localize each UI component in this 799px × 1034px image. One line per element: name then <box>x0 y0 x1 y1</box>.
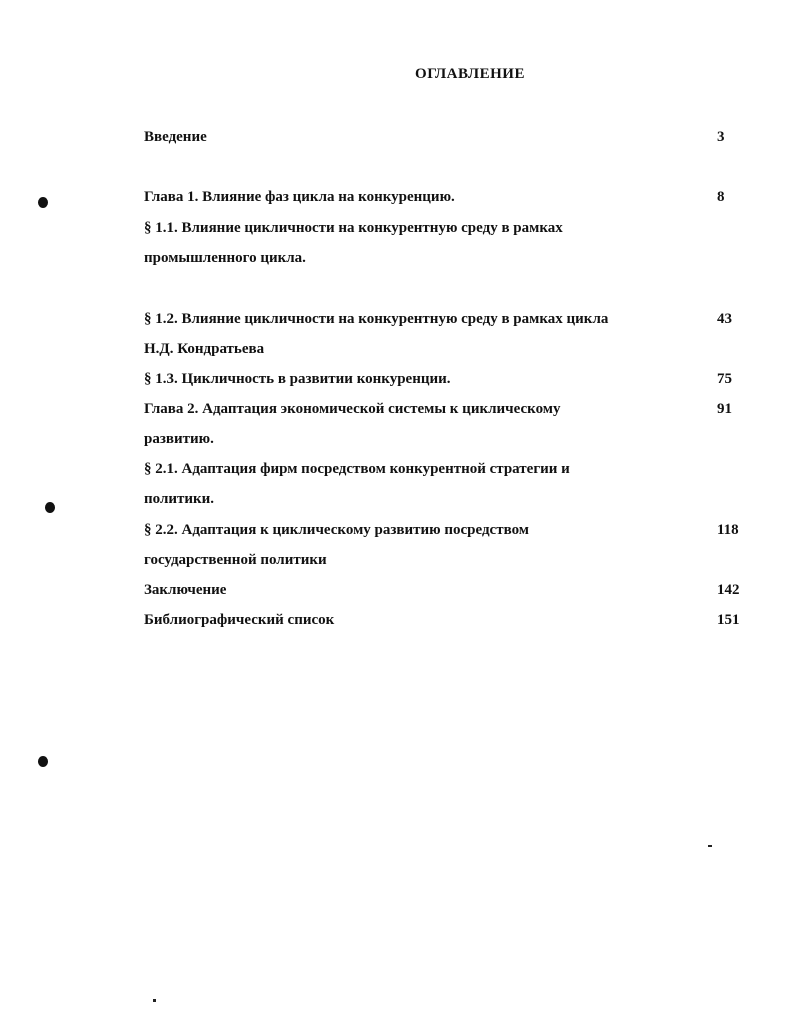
toc-page-number: 75 <box>717 371 732 387</box>
toc-page-number: 43 <box>717 311 732 327</box>
toc-entry-section-1-1-line-2: промышленного цикла. <box>144 250 306 266</box>
toc-page-number: 151 <box>717 612 740 628</box>
toc-entry-chapter-2-line-1: Глава 2. Адаптация экономической системы к циклическому <box>144 401 561 417</box>
toc-page-number: 8 <box>717 189 725 205</box>
scan-speck <box>708 845 712 847</box>
punch-hole-mark <box>38 756 48 767</box>
toc-page-number: 91 <box>717 401 732 417</box>
toc-entry-section-2-2-line-2: государственной политики <box>144 552 327 568</box>
toc-entry-conclusion: Заключение <box>144 582 227 598</box>
toc-entry-section-1-2-line-1: § 1.2. Влияние цикличности на конкурентную среду в рамках цикла <box>144 311 609 327</box>
toc-entry-section-1-3: § 1.3. Цикличность в развитии конкуренции. <box>144 371 451 387</box>
punch-hole-mark <box>45 502 55 513</box>
toc-page-number: 3 <box>717 129 725 145</box>
toc-page-number: 142 <box>717 582 740 598</box>
toc-entry-section-1-2-line-2: Н.Д. Кондратьева <box>144 341 265 357</box>
toc-entry-section-1-1-line-1: § 1.1. Влияние цикличности на конкурентную среду в рамках <box>144 220 563 236</box>
toc-entry-section-2-2-line-1: § 2.2. Адаптация к циклическому развитию посредством <box>144 522 530 538</box>
toc-entry-introduction: Введение <box>144 129 207 145</box>
toc-page-number: 118 <box>717 522 739 538</box>
toc-entry-chapter-2-line-2: развитию. <box>144 431 214 447</box>
toc-entry-chapter-1: Глава 1. Влияние фаз цикла на конкуренцию. <box>144 189 455 205</box>
toc-entry-section-2-1-line-1: § 2.1. Адаптация фирм посредством конкурентной стратегии и <box>144 461 570 477</box>
toc-entry-bibliography: Библиографический список <box>144 612 335 628</box>
page-title: ОГЛАВЛЕНИЕ <box>415 66 525 82</box>
punch-hole-mark <box>38 197 48 208</box>
toc-entry-section-2-1-line-2: политики. <box>144 491 215 507</box>
scan-speck <box>153 999 156 1002</box>
